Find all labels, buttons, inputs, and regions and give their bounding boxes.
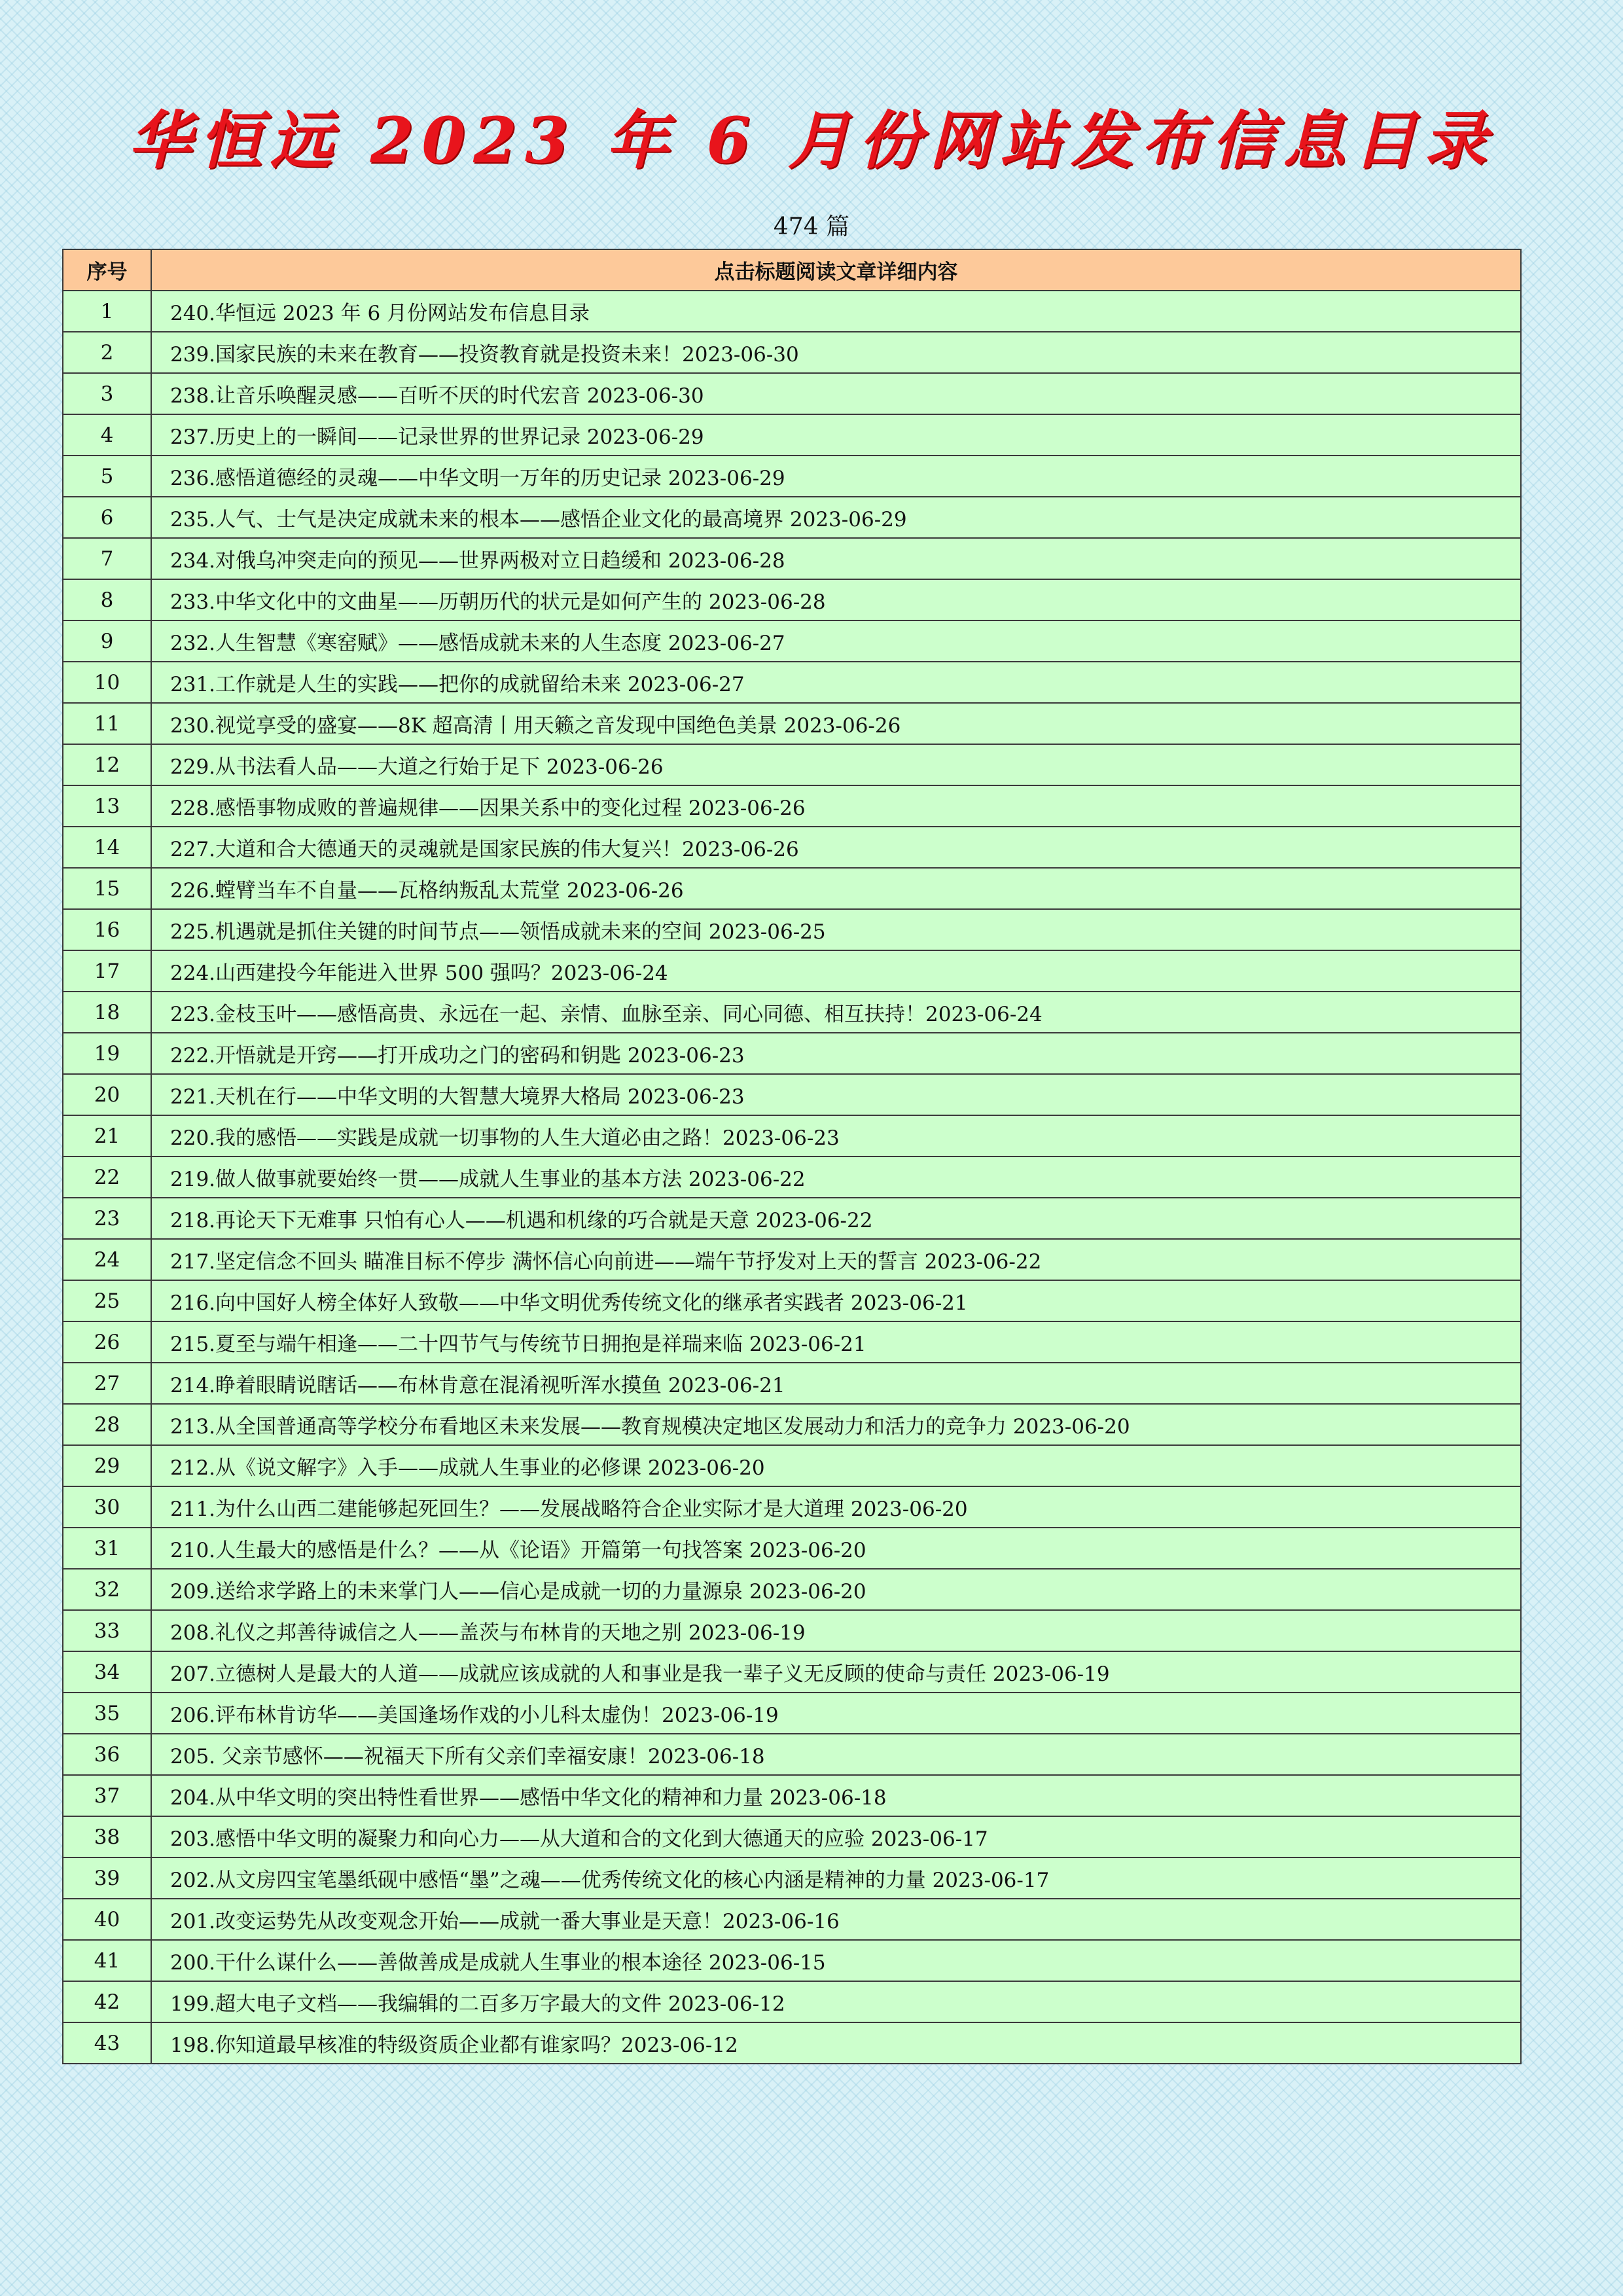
article-link[interactable]: 210.人生最大的感悟是什么？——从《论语》开篇第一句找答案 2023-06-20	[151, 1528, 1521, 1569]
table-header-row	[63, 249, 1521, 291]
row-number: 17	[63, 950, 151, 992]
article-link[interactable]: 223.金枝玉叶——感悟高贵、永远在一起、亲情、血脉至亲、同心同德、相互扶持！2023-06-24	[151, 992, 1521, 1033]
article-link[interactable]: 225.机遇就是抓住关键的时间节点——领悟成就未来的空间 2023-06-25	[151, 909, 1521, 950]
table-row	[63, 1857, 1521, 1899]
table-row	[63, 785, 1521, 827]
table-row	[63, 992, 1521, 1033]
page-title: 华恒远 2023 年 6 月份网站发布信息目录	[128, 103, 1495, 177]
row-number: 21	[63, 1115, 151, 1157]
article-link[interactable]: 205. 父亲节感怀——祝福天下所有父亲们幸福安康！2023-06-18	[151, 1734, 1521, 1775]
row-number: 4	[63, 414, 151, 456]
row-number: 33	[63, 1610, 151, 1651]
row-number: 43	[63, 2022, 151, 2064]
row-number: 14	[63, 827, 151, 868]
row-number: 25	[63, 1280, 151, 1321]
article-link[interactable]: 217.坚定信念不回头 瞄准目标不停步 满怀信心向前进——端午节抒发对上天的誓言 2023-06-22	[151, 1239, 1521, 1280]
article-table	[62, 249, 1522, 2064]
row-number: 22	[63, 1157, 151, 1198]
row-number: 7	[63, 538, 151, 579]
article-link[interactable]: 203.感悟中华文明的凝聚力和向心力——从大道和合的文化到大德通天的应验 2023-06-17	[151, 1816, 1521, 1857]
row-number: 37	[63, 1775, 151, 1816]
row-number: 34	[63, 1651, 151, 1693]
table-row	[63, 703, 1521, 744]
table-row	[63, 1610, 1521, 1651]
table-row	[63, 909, 1521, 950]
row-number: 36	[63, 1734, 151, 1775]
table-row	[63, 868, 1521, 909]
row-number: 6	[63, 497, 151, 538]
article-link[interactable]: 229.从书法看人品——大道之行始于足下 2023-06-26	[151, 744, 1521, 785]
table-row	[63, 456, 1521, 497]
table-row	[63, 1693, 1521, 1734]
article-link[interactable]: 213.从全国普通高等学校分布看地区未来发展——教育规模决定地区发展动力和活力的竞争力 2023-06-20	[151, 1404, 1521, 1445]
row-number: 2	[63, 332, 151, 373]
table-row	[63, 1363, 1521, 1404]
article-link[interactable]: 221.天机在行——中华文明的大智慧大境界大格局 2023-06-23	[151, 1074, 1521, 1115]
article-link[interactable]: 230.视觉享受的盛宴——8K 超高清丨用天籁之音发现中国绝色美景 2023-06-26	[151, 703, 1521, 744]
article-link[interactable]: 200.干什么谋什么——善做善成是成就人生事业的根本途径 2023-06-15	[151, 1940, 1521, 1981]
article-link[interactable]: 199.超大电子文档——我编辑的二百多万字最大的文件 2023-06-12	[151, 1981, 1521, 2022]
row-number: 19	[63, 1033, 151, 1074]
row-number: 9	[63, 620, 151, 662]
row-number: 38	[63, 1816, 151, 1857]
table-row	[63, 1734, 1521, 1775]
row-number: 31	[63, 1528, 151, 1569]
article-link[interactable]: 228.感悟事物成败的普遍规律——因果关系中的变化过程 2023-06-26	[151, 785, 1521, 827]
table-row	[63, 414, 1521, 456]
table-row	[63, 1404, 1521, 1445]
article-link[interactable]: 235.人气、士气是决定成就未来的根本——感悟企业文化的最高境界 2023-06-29	[151, 497, 1521, 538]
table-row	[63, 827, 1521, 868]
table-row	[63, 497, 1521, 538]
row-number: 10	[63, 662, 151, 703]
table-row	[63, 1775, 1521, 1816]
row-number: 39	[63, 1857, 151, 1899]
table-row	[63, 1899, 1521, 1940]
article-count: 474 篇	[773, 213, 850, 240]
article-link[interactable]: 202.从文房四宝笔墨纸砚中感悟“墨”之魂——优秀传统文化的核心内涵是精神的力量 2023-06-17	[151, 1857, 1521, 1899]
row-number: 1	[63, 291, 151, 332]
article-link[interactable]: 238.让音乐唤醒灵感——百听不厌的时代宏音 2023-06-30	[151, 373, 1521, 414]
row-number: 12	[63, 744, 151, 785]
article-link[interactable]: 231.工作就是人生的实践——把你的成就留给未来 2023-06-27	[151, 662, 1521, 703]
row-number: 8	[63, 579, 151, 620]
table-row	[63, 373, 1521, 414]
article-link[interactable]: 218.再论天下无难事 只怕有心人——机遇和机缘的巧合就是天意 2023-06-22	[151, 1198, 1521, 1239]
row-number: 18	[63, 992, 151, 1033]
article-link[interactable]: 201.改变运势先从改变观念开始——成就一番大事业是天意！2023-06-16	[151, 1899, 1521, 1940]
row-number: 23	[63, 1198, 151, 1239]
article-link[interactable]: 198.你知道最早核准的特级资质企业都有谁家吗？2023-06-12	[151, 2022, 1521, 2064]
article-link[interactable]: 232.人生智慧《寒窑赋》——感悟成就未来的人生态度 2023-06-27	[151, 620, 1521, 662]
table-row	[63, 1157, 1521, 1198]
table-row	[63, 332, 1521, 373]
column-header-number: 序号	[63, 249, 151, 291]
table-row	[63, 1074, 1521, 1115]
article-link[interactable]: 216.向中国好人榜全体好人致敬——中华文明优秀传统文化的继承者实践者 2023-06-21	[151, 1280, 1521, 1321]
column-header-title: 点击标题阅读文章详细内容	[151, 249, 1521, 291]
article-link[interactable]: 222.开悟就是开窍——打开成功之门的密码和钥匙 2023-06-23	[151, 1033, 1521, 1074]
table-row	[63, 744, 1521, 785]
table-row	[63, 1569, 1521, 1610]
row-number: 27	[63, 1363, 151, 1404]
article-link[interactable]: 224.山西建投今年能进入世界 500 强吗？2023-06-24	[151, 950, 1521, 992]
table-row	[63, 1115, 1521, 1157]
article-link[interactable]: 212.从《说文解字》入手——成就人生事业的必修课 2023-06-20	[151, 1445, 1521, 1486]
row-number: 42	[63, 1981, 151, 2022]
table-row	[63, 662, 1521, 703]
table-row	[63, 1981, 1521, 2022]
table-row	[63, 538, 1521, 579]
table-row	[63, 1280, 1521, 1321]
row-number: 29	[63, 1445, 151, 1486]
row-number: 32	[63, 1569, 151, 1610]
row-number: 35	[63, 1693, 151, 1734]
row-number: 3	[63, 373, 151, 414]
row-number: 13	[63, 785, 151, 827]
article-link[interactable]: 211.为什么山西二建能够起死回生？——发展战略符合企业实际才是大道理 2023-06-20	[151, 1486, 1521, 1528]
article-link[interactable]: 236.感悟道德经的灵魂——中华文明一万年的历史记录 2023-06-29	[151, 456, 1521, 497]
table-row	[63, 1528, 1521, 1569]
article-link[interactable]: 206.评布林肯访华——美国逢场作戏的小儿科太虚伪！2023-06-19	[151, 1693, 1521, 1734]
article-link[interactable]: 234.对俄乌冲突走向的预见——世界两极对立日趋缓和 2023-06-28	[151, 538, 1521, 579]
table-body	[63, 291, 1521, 2064]
table-row	[63, 291, 1521, 332]
table-row	[63, 579, 1521, 620]
article-link[interactable]: 204.从中华文明的突出特性看世界——感悟中华文化的精神和力量 2023-06-18	[151, 1775, 1521, 1816]
table-row	[63, 1239, 1521, 1280]
row-number: 26	[63, 1321, 151, 1363]
row-number: 5	[63, 456, 151, 497]
article-link[interactable]: 220.我的感悟——实践是成就一切事物的人生大道必由之路！2023-06-23	[151, 1115, 1521, 1157]
row-number: 11	[63, 703, 151, 744]
article-link[interactable]: 237.历史上的一瞬间——记录世界的世界记录 2023-06-29	[151, 414, 1521, 456]
article-link[interactable]: 214.睁着眼睛说瞎话——布林肯意在混淆视听浑水摸鱼 2023-06-21	[151, 1363, 1521, 1404]
article-link[interactable]: 233.中华文化中的文曲星——历朝历代的状元是如何产生的 2023-06-28	[151, 579, 1521, 620]
row-number: 24	[63, 1239, 151, 1280]
row-number: 28	[63, 1404, 151, 1445]
table-row	[63, 1033, 1521, 1074]
article-link[interactable]: 207.立德树人是最大的人道——成就应该成就的人和事业是我一辈子义无反顾的使命与责任 2023-06-19	[151, 1651, 1521, 1693]
article-link[interactable]: 240.华恒远 2023 年 6 月份网站发布信息目录	[151, 291, 1521, 332]
table-row	[63, 1321, 1521, 1363]
table-row	[63, 1198, 1521, 1239]
row-number: 40	[63, 1899, 151, 1940]
article-link[interactable]: 208.礼仪之邦善待诚信之人——盖茨与布林肯的天地之别 2023-06-19	[151, 1610, 1521, 1651]
article-link[interactable]: 215.夏至与端午相逢——二十四节气与传统节日拥抱是祥瑞来临 2023-06-21	[151, 1321, 1521, 1363]
table-row	[63, 1816, 1521, 1857]
row-number: 20	[63, 1074, 151, 1115]
article-link[interactable]: 239.国家民族的未来在教育——投资教育就是投资未来！2023-06-30	[151, 332, 1521, 373]
table-row	[63, 1445, 1521, 1486]
row-number: 16	[63, 909, 151, 950]
row-number: 41	[63, 1940, 151, 1981]
article-link[interactable]: 219.做人做事就要始终一贯——成就人生事业的基本方法 2023-06-22	[151, 1157, 1521, 1198]
table-row	[63, 2022, 1521, 2064]
table-row	[63, 620, 1521, 662]
row-number: 15	[63, 868, 151, 909]
table-row	[63, 1486, 1521, 1528]
article-link[interactable]: 209.送给求学路上的未来掌门人——信心是成就一切的力量源泉 2023-06-20	[151, 1569, 1521, 1610]
article-link[interactable]: 226.螳臂当车不自量——瓦格纳叛乱太荒堂 2023-06-26	[151, 868, 1521, 909]
table-row	[63, 950, 1521, 992]
row-number: 30	[63, 1486, 151, 1528]
article-link[interactable]: 227.大道和合大德通天的灵魂就是国家民族的伟大复兴！2023-06-26	[151, 827, 1521, 868]
table-row	[63, 1940, 1521, 1981]
table-row	[63, 1651, 1521, 1693]
